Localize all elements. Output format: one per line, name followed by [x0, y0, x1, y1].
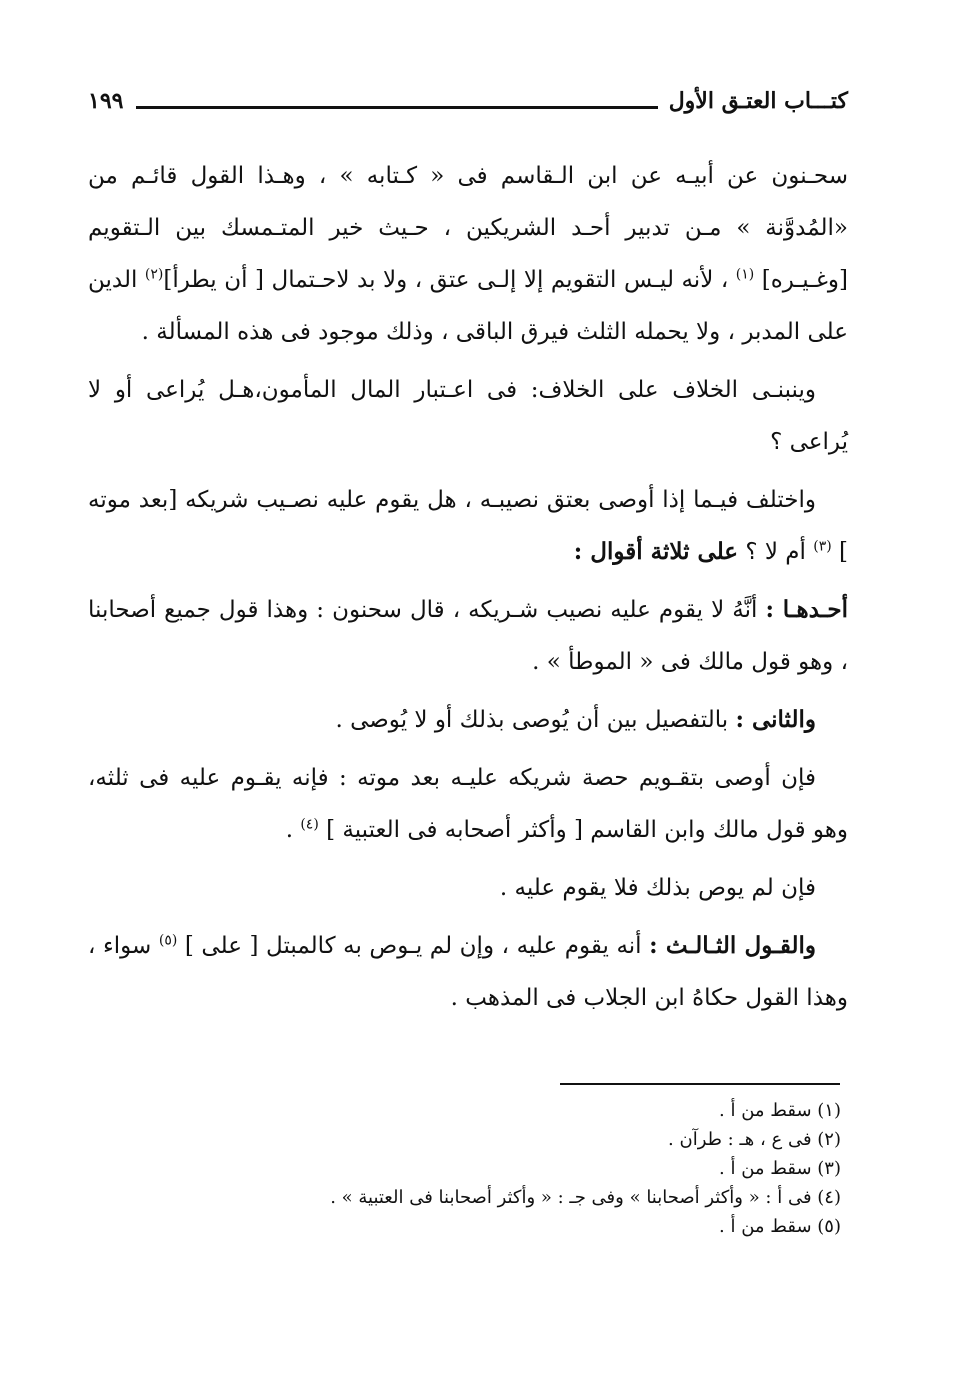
text-run: أنَّهُ لا يقوم عليه نصيب شـريكه ، قال سحنون : وهذا قول جميع أصحابنا ، وهو قول مالك فى « الموطأ » .: [88, 597, 848, 675]
page-number: ١٩٩: [88, 88, 124, 114]
footnote: (٣) سقط من أ .: [719, 1158, 841, 1179]
running-header: [88, 88, 848, 128]
text-run: .: [285, 817, 301, 843]
footnote: (٤) فى أ : « وأكثر أصحابنا » وفى جـ : « وأكثر أصحابنا فى العتبية » .: [330, 1187, 841, 1208]
paragraph: [88, 694, 848, 746]
text-run: الدين على المدبر ، ولا يحمله الثلث فيرق الباقى ، وذلك موجود فى هذه المسألة .: [88, 267, 848, 345]
footnote-ref: (٤): [300, 816, 319, 833]
paragraph: [88, 862, 848, 914]
text-run: أنه يقوم عليه ، وإن لم يـوص به كالمبتل [ على ]: [177, 933, 650, 959]
text-run: فإن أوصى بتقـويم حصة شريكه عليـه بعد موته : فإنه يقـوم عليه فى ثلثه، وهو قول مالك وابن القاسم [ وأكثر أصحابه فى العتبية ]: [88, 765, 848, 843]
bold-term: والقـول الثـالـث :: [649, 932, 817, 959]
text-run: فإن لم يوص بذلك فلا يقوم عليه .: [499, 875, 816, 901]
header-title: كتـــاب العتـق الأول: [668, 88, 848, 114]
text-run: بالتفصيل بين أن يُوصى بذلك أو لا يُوصى .: [335, 707, 736, 733]
footnotes: [181, 1096, 841, 1241]
text-run: وينبنـى الخلاف على الخلاف: فى اعـتبار المال المأمون،هـل يُراعى أو لا يُراعى ؟: [88, 377, 848, 455]
paragraph: [88, 584, 848, 688]
text-run: سحـنون عن أبيـه عن ابن الـقاسم فى « كـتابه » ، وهـذا القول قائـم من «المُدوَّنة » مـن تدبير أحـد الشريكين ، حـيث خير المتـمسك بين الـتقويم [وغـيـره]: [88, 163, 848, 293]
footnote-ref: (١): [735, 266, 755, 283]
bold-term: أحـدهـا :: [765, 596, 848, 623]
text-run: أم لا ؟: [738, 539, 814, 565]
footnote: (٢) فى ع ، هـ : طرآن .: [668, 1129, 841, 1150]
text-run: ، لأنه ليـس التقويم إلا إلـى عتق ، ولا بد لاحـتمال [ أن يطرأ]: [163, 267, 736, 293]
header-rule: [136, 106, 658, 109]
footnote-ref: (٣): [813, 538, 832, 555]
paragraph: [88, 150, 848, 358]
footnote: (١) سقط من أ .: [719, 1100, 841, 1121]
paragraph: [88, 920, 848, 1024]
footnote: (٥) سقط من أ .: [719, 1216, 841, 1237]
main-text: [88, 150, 848, 1030]
paragraph: [88, 364, 848, 468]
bold-term: والثانى :: [735, 706, 816, 733]
paragraph: [88, 752, 848, 856]
bold-term: على ثلاثة أقوال :: [573, 538, 739, 565]
footnote-ref: (٢): [144, 266, 164, 283]
paragraph: [88, 474, 848, 578]
text-run: سواء ، وهذا القول حكاهُ ابن الجلاب فى المذهب .: [88, 933, 848, 1011]
footnote-ref: (٥): [158, 932, 178, 949]
footnote-rule: [560, 1083, 840, 1085]
text-run: واختلف فيـما إذا أوصى بعتق نصيبـه ، هل يقوم عليه نصـيب شريكه [بعد موته ]: [88, 487, 848, 565]
